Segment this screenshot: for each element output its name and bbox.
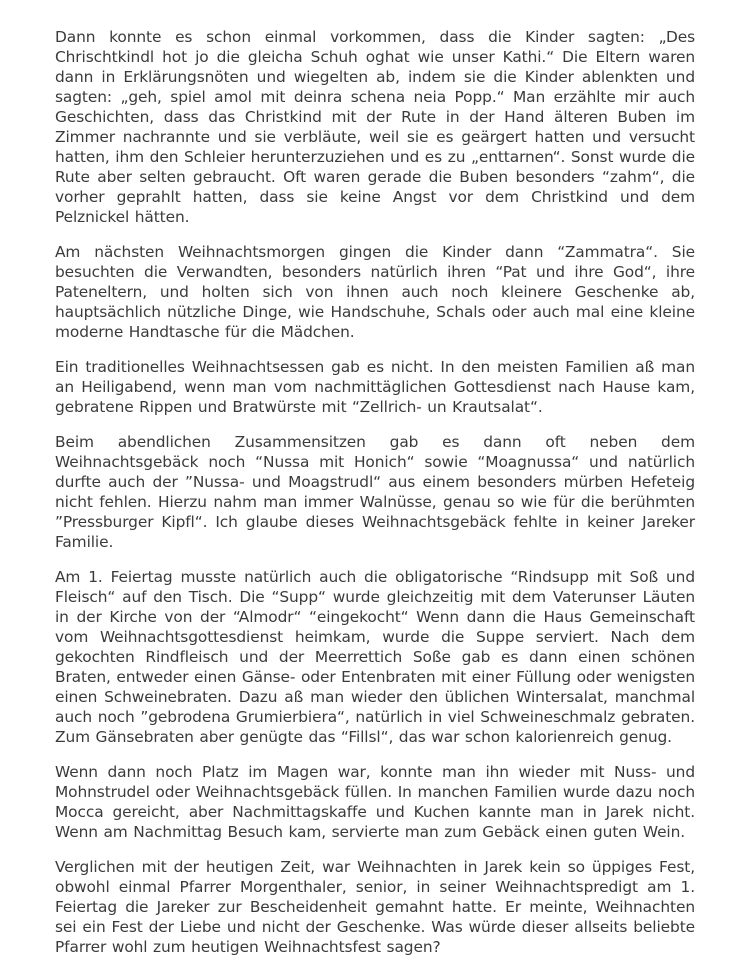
- paragraph-weihnachtsessen: Ein traditionelles Weihnachtsessen gab es nicht. In den meisten Familien aß man an Heiligabend, wenn man vom nachmittäglichen Gottesdienst nach Hause kam, gebratene Rippen und Bratwürste mit “Zellrich- un Krautsalat“.: [55, 358, 695, 416]
- paragraph-christkind-rute: Dann konnte es schon einmal vorkommen, dass die Kinder sagten: „Des Chrischtkindl hot jo die gleicha Schuh oghat wie unser Kathi.“ Die Eltern waren dann in Erklärungsnöten und wiegelten ab, indem sie die Kinder ablenkten und sagten: „geh, spiel amol mit deinra schena neia Popp.“ Man erzählte mir auch Geschichten, dass das Christkind mit der Rute in der Hand älteren Buben im Zimmer nachrannte und sie verbläute, weil sie es geärgert hatten und versucht hatten, ihm den Schleier herunterzuziehen und es zu „enttarnen“. Sonst wurde die Rute aber selten gebraucht. Oft waren gerade die Buben besonders “zahm“, die vorher geprahlt hatten, dass sie keine Angst vor dem Christkind und dem Pelznickel hätten.: [55, 28, 695, 226]
- paragraph-nachmittag: Wenn dann noch Platz im Magen war, konnte man ihn wieder mit Nuss- und Mohnstrudel oder Weihnachtsgebäck füllen. In manchen Familien wurde dazu noch Mocca gereicht, aber Nachmittagskaffe und Kuchen kannte man in Jarek nicht. Wenn am Nachmittag Besuch kam, servierte man zum Gebäck einen guten Wein.: [55, 763, 695, 841]
- paragraph-erster-feiertag: Am 1. Feiertag musste natürlich auch die obligatorische “Rindsupp mit Soß und Fleisch“ auf den Tisch. Die “Supp“ wurde gleichzeitig mit dem Vaterunser Läuten in der Kirche von der “Almodr“ “eingekocht“ Wenn dann die Haus Gemeinschaft vom Weihnachtsgottesdienst heimkam, wurde die Suppe serviert. Nach dem gekochten Rindfleisch und der Meerrettich Soße gab es dann einen schönen Braten, entweder einen Gänse- oder Entenbraten mit einer Füllung oder wenigsten einen Schweinebraten. Dazu aß man wieder den üblichen Wintersalat, manchmal auch noch ”gebrodena Grumierbiera“, natürlich in viel Schweineschmalz gebraten. Zum Gänsebraten aber genügte das “Fillsl“, das war schon kalorienreich genug.: [55, 568, 695, 746]
- paragraph-weihnachtsmorgen: Am nächsten Weihnachtsmorgen gingen die Kinder dann “Zammatra“. Sie besuchten die Verwandten, besonders natürlich ihren “Pat und ihre God“, ihre Pateneltern, und holten sich von ihnen auch noch kleinere Geschenke ab, hauptsächlich nützliche Dinge, wie Handschuhe, Schals oder auch mal eine kleine moderne Handtasche für die Mädchen.: [55, 243, 695, 341]
- paragraph-vergleich-heute: Verglichen mit der heutigen Zeit, war Weihnachten in Jarek kein so üppiges Fest, obwohl einmal Pfarrer Morgenthaler, senior, in seiner Weihnachtspredigt am 1. Feiertag die Jareker zur Bescheidenheit gemahnt hatte. Er meinte, Weihnachten sei ein Fest der Liebe und nicht der Geschenke. Was würde dieser allseits beliebte Pfarrer wohl zum heutigen Weihnachtsfest sagen?: [55, 858, 695, 956]
- paragraph-weihnachtsgebaeck: Beim abendlichen Zusammensitzen gab es dann oft neben dem Weihnachtsgebäck noch “Nussa mit Honich“ sowie “Moagnussa“ und natürlich durfte auch der ”Nussa- und Moagstrudl“ aus einem besonders mürben Hefeteig nicht fehlen. Hierzu nahm man immer Walnüsse, genau so wie für die berühmten ”Pressburger Kipfl“. Ich glaube dieses Weihnachtsgebäck fehlte in keiner Jareker Familie.: [55, 433, 695, 551]
